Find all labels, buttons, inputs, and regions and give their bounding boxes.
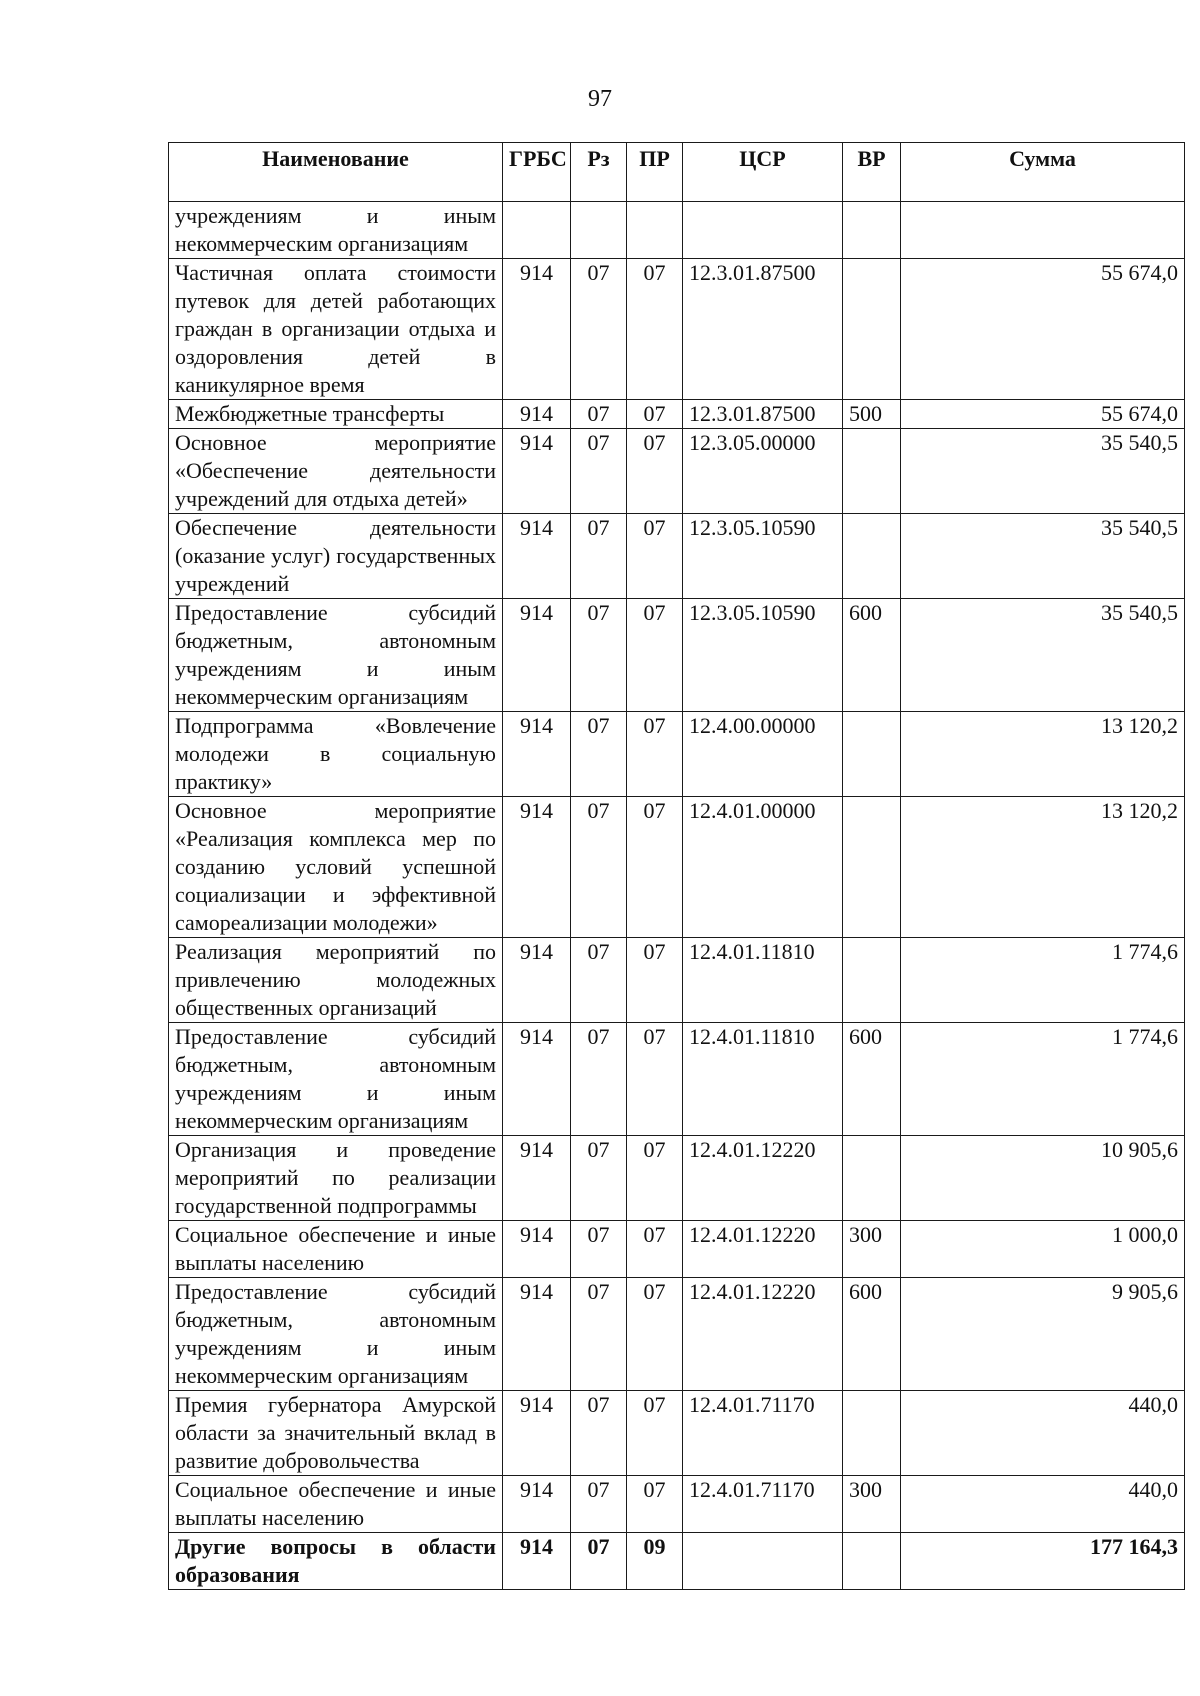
cell-rz: 07 bbox=[571, 712, 627, 797]
cell-csr: 12.4.01.12220 bbox=[683, 1221, 843, 1278]
cell-grbs: 914 bbox=[503, 1476, 571, 1533]
cell-grbs: 914 bbox=[503, 429, 571, 514]
cell-pr: 07 bbox=[627, 1023, 683, 1136]
cell-rz: 07 bbox=[571, 259, 627, 400]
cell-name: учреждениям и иным некоммерческим организациям bbox=[169, 202, 503, 259]
cell-grbs: 914 bbox=[503, 712, 571, 797]
cell-csr: 12.3.05.10590 bbox=[683, 599, 843, 712]
cell-csr bbox=[683, 1533, 843, 1590]
cell-vr bbox=[843, 938, 901, 1023]
table-row bbox=[169, 1533, 1185, 1590]
cell-pr: 07 bbox=[627, 1136, 683, 1221]
cell-sum: 1 774,6 bbox=[901, 1023, 1185, 1136]
cell-csr: 12.4.01.00000 bbox=[683, 797, 843, 938]
cell-grbs: 914 bbox=[503, 1533, 571, 1590]
cell-name: Предоставление субсидий бюджетным, автономным учреждениям и иным некоммерческим организациям bbox=[169, 1278, 503, 1391]
cell-vr bbox=[843, 712, 901, 797]
cell-grbs: 914 bbox=[503, 938, 571, 1023]
cell-grbs bbox=[503, 202, 571, 259]
cell-sum: 9 905,6 bbox=[901, 1278, 1185, 1391]
budget-table bbox=[168, 142, 1185, 1590]
cell-sum: 35 540,5 bbox=[901, 599, 1185, 712]
cell-name: Социальное обеспечение и иные выплаты населению bbox=[169, 1476, 503, 1533]
cell-name: Предоставление субсидий бюджетным, автономным учреждениям и иным некоммерческим организациям bbox=[169, 1023, 503, 1136]
cell-name: Частичная оплата стоимости путевок для детей работающих граждан в организации отдыха и оздоровления детей в каникулярное время bbox=[169, 259, 503, 400]
cell-vr bbox=[843, 1391, 901, 1476]
cell-name: Предоставление субсидий бюджетным, автономным учреждениям и иным некоммерческим организациям bbox=[169, 599, 503, 712]
cell-vr bbox=[843, 429, 901, 514]
table-row bbox=[169, 797, 1185, 938]
header-rz: Рз bbox=[571, 143, 627, 202]
cell-csr: 12.4.00.00000 bbox=[683, 712, 843, 797]
page-number: 97 bbox=[588, 86, 612, 112]
cell-csr: 12.4.01.11810 bbox=[683, 938, 843, 1023]
cell-pr: 07 bbox=[627, 1391, 683, 1476]
cell-vr: 500 bbox=[843, 400, 901, 429]
header-csr: ЦСР bbox=[683, 143, 843, 202]
cell-csr: 12.4.01.11810 bbox=[683, 1023, 843, 1136]
cell-csr: 12.3.01.87500 bbox=[683, 259, 843, 400]
cell-name: Основное мероприятие «Обеспечение деятельности учреждений для отдыха детей» bbox=[169, 429, 503, 514]
cell-rz: 07 bbox=[571, 1476, 627, 1533]
cell-sum: 1 000,0 bbox=[901, 1221, 1185, 1278]
table-row bbox=[169, 259, 1185, 400]
cell-rz: 07 bbox=[571, 1221, 627, 1278]
cell-pr: 07 bbox=[627, 938, 683, 1023]
cell-vr: 600 bbox=[843, 1278, 901, 1391]
cell-grbs: 914 bbox=[503, 514, 571, 599]
cell-pr: 07 bbox=[627, 429, 683, 514]
cell-pr: 07 bbox=[627, 1476, 683, 1533]
cell-grbs: 914 bbox=[503, 1136, 571, 1221]
cell-vr: 600 bbox=[843, 599, 901, 712]
cell-sum: 13 120,2 bbox=[901, 797, 1185, 938]
cell-grbs: 914 bbox=[503, 1278, 571, 1391]
table-row bbox=[169, 1221, 1185, 1278]
cell-pr: 07 bbox=[627, 712, 683, 797]
cell-csr: 12.3.05.00000 bbox=[683, 429, 843, 514]
cell-sum: 13 120,2 bbox=[901, 712, 1185, 797]
header-pr: ПР bbox=[627, 143, 683, 202]
cell-name: Межбюджетные трансферты bbox=[169, 400, 503, 429]
cell-pr bbox=[627, 202, 683, 259]
cell-name: Реализация мероприятий по привлечению молодежных общественных организаций bbox=[169, 938, 503, 1023]
cell-csr: 12.3.01.87500 bbox=[683, 400, 843, 429]
cell-name: Социальное обеспечение и иные выплаты населению bbox=[169, 1221, 503, 1278]
cell-vr bbox=[843, 1136, 901, 1221]
cell-rz: 07 bbox=[571, 429, 627, 514]
cell-csr: 12.4.01.12220 bbox=[683, 1136, 843, 1221]
cell-rz bbox=[571, 202, 627, 259]
cell-sum: 55 674,0 bbox=[901, 400, 1185, 429]
table-body bbox=[169, 202, 1185, 1590]
cell-pr: 07 bbox=[627, 797, 683, 938]
cell-pr: 07 bbox=[627, 1278, 683, 1391]
table-row bbox=[169, 514, 1185, 599]
cell-rz: 07 bbox=[571, 514, 627, 599]
table-row bbox=[169, 1136, 1185, 1221]
header-vr: ВР bbox=[843, 143, 901, 202]
cell-rz: 07 bbox=[571, 938, 627, 1023]
cell-grbs: 914 bbox=[503, 797, 571, 938]
cell-rz: 07 bbox=[571, 1533, 627, 1590]
cell-sum: 1 774,6 bbox=[901, 938, 1185, 1023]
cell-name: Организация и проведение мероприятий по реализации государственной подпрограммы bbox=[169, 1136, 503, 1221]
cell-csr: 12.4.01.71170 bbox=[683, 1476, 843, 1533]
cell-rz: 07 bbox=[571, 1391, 627, 1476]
table-row bbox=[169, 1023, 1185, 1136]
header-grbs: ГРБС bbox=[503, 143, 571, 202]
cell-grbs: 914 bbox=[503, 1221, 571, 1278]
cell-pr: 09 bbox=[627, 1533, 683, 1590]
cell-csr: 12.3.05.10590 bbox=[683, 514, 843, 599]
cell-vr: 300 bbox=[843, 1476, 901, 1533]
cell-sum: 440,0 bbox=[901, 1476, 1185, 1533]
table-row bbox=[169, 599, 1185, 712]
cell-rz: 07 bbox=[571, 599, 627, 712]
cell-vr bbox=[843, 259, 901, 400]
table-row bbox=[169, 1278, 1185, 1391]
cell-vr: 600 bbox=[843, 1023, 901, 1136]
cell-vr bbox=[843, 202, 901, 259]
cell-pr: 07 bbox=[627, 259, 683, 400]
header-sum: Сумма bbox=[901, 143, 1185, 202]
table-row bbox=[169, 1391, 1185, 1476]
cell-sum: 10 905,6 bbox=[901, 1136, 1185, 1221]
cell-grbs: 914 bbox=[503, 599, 571, 712]
cell-csr: 12.4.01.12220 bbox=[683, 1278, 843, 1391]
cell-csr: 12.4.01.71170 bbox=[683, 1391, 843, 1476]
cell-rz: 07 bbox=[571, 400, 627, 429]
cell-rz: 07 bbox=[571, 1023, 627, 1136]
cell-grbs: 914 bbox=[503, 1023, 571, 1136]
table-row bbox=[169, 202, 1185, 259]
cell-grbs: 914 bbox=[503, 1391, 571, 1476]
cell-pr: 07 bbox=[627, 599, 683, 712]
cell-rz: 07 bbox=[571, 1136, 627, 1221]
cell-pr: 07 bbox=[627, 514, 683, 599]
table-row bbox=[169, 400, 1185, 429]
cell-vr bbox=[843, 514, 901, 599]
cell-grbs: 914 bbox=[503, 400, 571, 429]
cell-name: Обеспечение деятельности (оказание услуг) государственных учреждений bbox=[169, 514, 503, 599]
cell-name: Подпрограмма «Вовлечение молодежи в социальную практику» bbox=[169, 712, 503, 797]
cell-vr bbox=[843, 1533, 901, 1590]
cell-rz: 07 bbox=[571, 797, 627, 938]
cell-pr: 07 bbox=[627, 400, 683, 429]
cell-sum: 35 540,5 bbox=[901, 429, 1185, 514]
table-row bbox=[169, 429, 1185, 514]
cell-name: Другие вопросы в области образования bbox=[169, 1533, 503, 1590]
cell-name: Основное мероприятие «Реализация комплекса мер по созданию условий успешной социализации и эффективной самореализации молодежи» bbox=[169, 797, 503, 938]
cell-vr bbox=[843, 797, 901, 938]
cell-sum bbox=[901, 202, 1185, 259]
cell-csr bbox=[683, 202, 843, 259]
cell-name: Премия губернатора Амурской области за значительный вклад в развитие добровольчества bbox=[169, 1391, 503, 1476]
cell-vr: 300 bbox=[843, 1221, 901, 1278]
cell-sum: 177 164,3 bbox=[901, 1533, 1185, 1590]
cell-sum: 35 540,5 bbox=[901, 514, 1185, 599]
cell-sum: 440,0 bbox=[901, 1391, 1185, 1476]
cell-rz: 07 bbox=[571, 1278, 627, 1391]
header-name: Наименование bbox=[169, 143, 503, 202]
table-row bbox=[169, 712, 1185, 797]
table-row bbox=[169, 938, 1185, 1023]
table-row bbox=[169, 1476, 1185, 1533]
cell-pr: 07 bbox=[627, 1221, 683, 1278]
cell-grbs: 914 bbox=[503, 259, 571, 400]
cell-sum: 55 674,0 bbox=[901, 259, 1185, 400]
table-header-row bbox=[169, 143, 1185, 202]
